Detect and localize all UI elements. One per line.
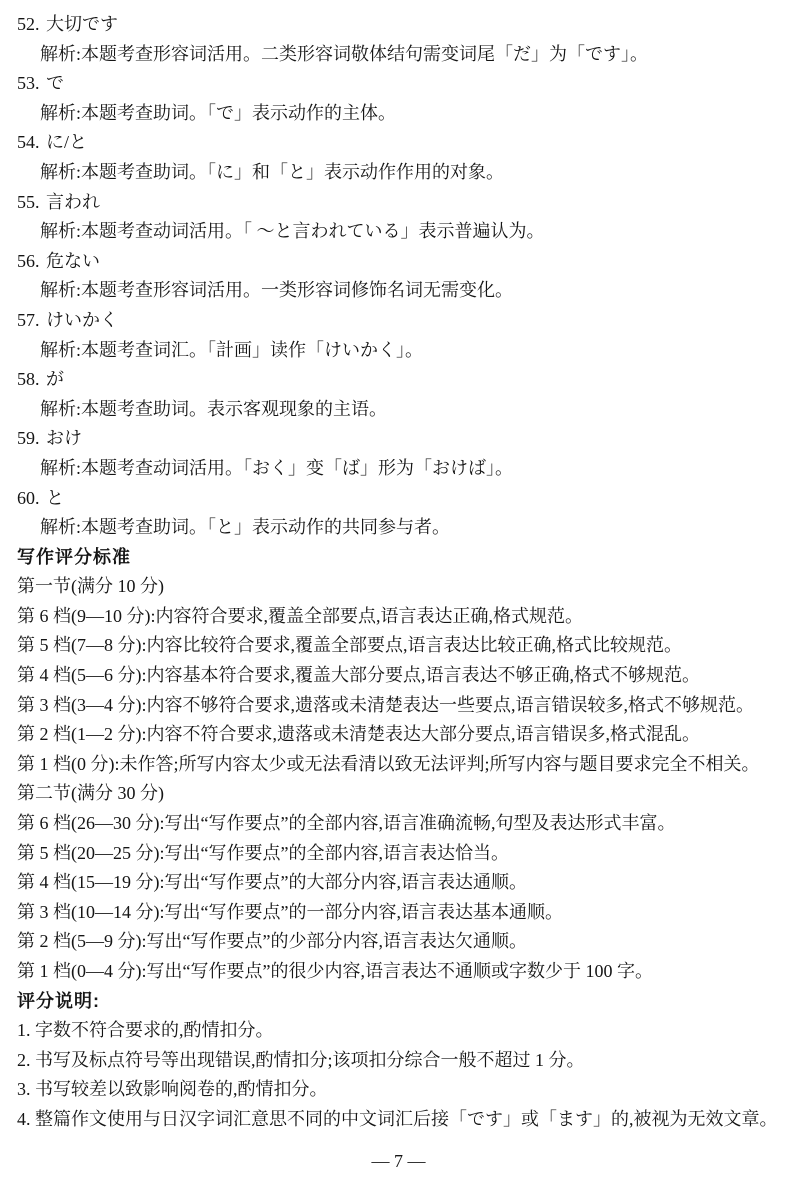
answer-item-58	[17, 365, 780, 395]
analysis-text: 解析:本题考查助词。「に」和「と」表示动作作用的对象。	[40, 161, 504, 182]
score-band: 第 1 档(0—4 分):写出“写作要点”的很少内容,语言表达不通顺或字数少于 100 字。	[17, 961, 653, 981]
writing-rubric-title: 写作评分标准	[17, 546, 131, 567]
score-band: 第 2 档(5—9 分):写出“写作要点”的少部分内容,语言表达欠通顺。	[17, 931, 527, 952]
scoring-note: 2. 书写及标点符号等出现错误,酌情扣分;该项扣分综合一般不超过 1 分。	[17, 1049, 585, 1070]
score-band: 第 2 档(1—2 分):内容不符合要求,遗落或未清楚表达大部分要点,语言错误多,格式混乱。	[17, 724, 700, 745]
answer-text: に/と	[46, 132, 88, 153]
page-number: — 7 —	[371, 1150, 426, 1171]
analysis-text: 解析:本题考查动词活用。「おく」变「ば」形为「おけば」。	[40, 457, 513, 478]
answer-number: 59.	[17, 428, 40, 449]
answer-text: が	[46, 369, 64, 390]
score-band: 第 4 档(5—6 分):内容基本符合要求,覆盖大部分要点,语言表达不够正确,格式不够规范。	[17, 665, 700, 686]
answer-number: 58.	[17, 369, 40, 390]
answer-item-53	[17, 69, 780, 99]
section2-heading: 第二节(满分 30 分)	[17, 783, 164, 804]
answer-item-56	[17, 247, 780, 277]
answer-text: けいかく	[46, 309, 118, 330]
answer-number: 55.	[17, 191, 40, 212]
score-band: 第 5 档(7—8 分):内容比较符合要求,覆盖全部要点,语言表达比较正确,格式比较规范。	[17, 635, 682, 656]
score-band: 第 5 档(20—25 分):写出“写作要点”的全部内容,语言表达恰当。	[17, 842, 509, 863]
answer-number: 54.	[17, 132, 40, 153]
analysis-text: 解析:本题考查动词活用。「 ～と言われている」表示普遍认为。	[40, 221, 545, 242]
answer-item-55	[17, 188, 780, 218]
analysis-text: 解析:本题考查形容词活用。一类形容词修饰名词无需变化。	[40, 280, 513, 301]
scoring-note: 3. 书写较差以致影响阅卷的,酌情扣分。	[17, 1079, 328, 1100]
analysis-text: 解析:本题考查助词。表示客观现象的主语。	[40, 398, 387, 419]
score-band: 第 1 档(0 分):未作答;所写内容太少或无法看清以致无法评判;所写内容与题目要求完全不相关。	[17, 753, 760, 774]
answer-item-57	[17, 306, 780, 336]
answer-text: おけ	[46, 428, 82, 449]
score-band: 第 3 档(3—4 分):内容不够符合要求,遗落或未清楚表达一些要点,语言错误较多,格式不够规范。	[17, 694, 754, 715]
scoring-note: 4. 整篇作文使用与日汉字词汇意思不同的中文词汇后接「です」或「ます」的,被视为无效文章。	[17, 1108, 778, 1129]
answer-item-54	[17, 128, 780, 158]
answer-number: 60.	[17, 487, 40, 508]
analysis-text: 解析:本题考查形容词活用。二类形容词敬体结句需变词尾「だ」为「です」。	[40, 43, 648, 64]
answer-item-59	[17, 424, 780, 454]
answer-text: 大切です	[46, 14, 118, 34]
analysis-text: 解析:本题考查助词。「と」表示动作的共同参与者。	[40, 517, 450, 538]
scoring-note: 1. 字数不符合要求的,酌情扣分。	[17, 1020, 274, 1041]
answer-text: 言われ	[46, 191, 100, 212]
answer-number: 56.	[17, 250, 40, 271]
answer-text: と	[46, 487, 64, 508]
answer-item-52	[17, 10, 780, 40]
score-band: 第 6 档(26—30 分):写出“写作要点”的全部内容,语言准确流畅,句型及表达形式丰富。	[17, 813, 676, 834]
analysis-text: 解析:本题考查词汇。「計画」读作「けいかく」。	[40, 339, 423, 360]
answer-number: 57.	[17, 309, 40, 330]
score-band: 第 3 档(10—14 分):写出“写作要点”的一部分内容,语言表达基本通顺。	[17, 901, 563, 922]
answer-text: で	[46, 73, 64, 94]
score-band: 第 6 档(9—10 分):内容符合要求,覆盖全部要点,语言表达正确,格式规范。	[17, 605, 583, 626]
answer-number: 53.	[17, 73, 40, 94]
score-band: 第 4 档(15—19 分):写出“写作要点”的大部分内容,语言表达通顺。	[17, 872, 527, 893]
scoring-notes-heading: 评分说明:	[17, 990, 100, 1011]
answer-item-60	[17, 484, 780, 514]
analysis-text: 解析:本题考查助词。「で」表示动作的主体。	[40, 102, 396, 123]
section1-heading: 第一节(满分 10 分)	[17, 576, 164, 597]
answer-number: 52.	[17, 14, 40, 34]
answer-text: 危ない	[46, 250, 100, 271]
